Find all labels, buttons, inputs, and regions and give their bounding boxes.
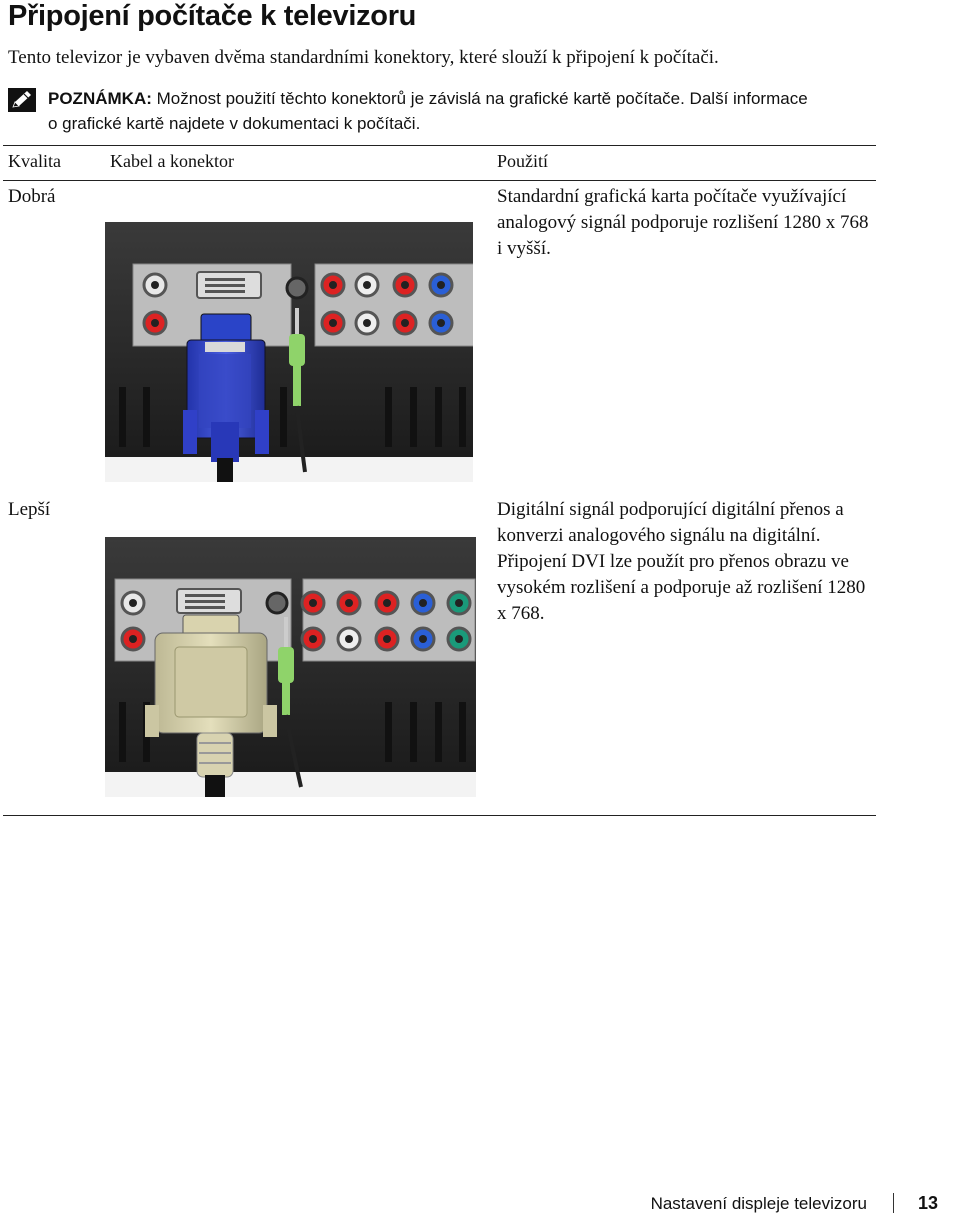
header-usage: Použití xyxy=(497,151,549,171)
row-2-usage: Digitální signál podporující digitální přenos a konverzi analogového signálu na digitální. Připojení DVI lze použít pro přenos obrazu ve vysokém rozlišení a podporuje až rozlišení 1280 x 768. xyxy=(497,499,866,624)
page-title: Připojení počítače k televizoru xyxy=(8,0,417,32)
pencil-note-icon xyxy=(8,88,36,112)
note-text-2: o grafické kartě najdete v dokumentaci k počítači. xyxy=(48,114,421,133)
dvi-cable-photo xyxy=(105,537,476,797)
footer-section-title: Nastavení displeje televizoru xyxy=(650,1194,867,1213)
footer-separator xyxy=(893,1193,894,1213)
row-2-quality: Lepší xyxy=(8,499,51,520)
note-line-1 xyxy=(48,89,808,109)
note-text-1: Možnost použití těchto konektorů je závislá na grafické kartě počítače. Další informace xyxy=(151,89,808,108)
note-label: POZNÁMKA: xyxy=(48,89,152,108)
vga-cable-photo xyxy=(105,222,473,482)
header-cable-connector: Kabel a konektor xyxy=(110,151,234,171)
header-quality: Kvalita xyxy=(8,151,61,171)
table-bottom-rule xyxy=(3,815,876,816)
page-number: 13 xyxy=(917,1193,938,1213)
table-top-rule xyxy=(3,145,876,146)
intro-paragraph: Tento televizor je vybaven dvěma standardními konektory, které slouží k připojení k počítači. xyxy=(8,47,719,68)
table-header-rule xyxy=(3,180,876,181)
page-footer xyxy=(651,1193,938,1214)
row-1-usage: Standardní grafická karta počítače využívající analogový signál podporuje rozlišení 1280 x 768 i vyšší. xyxy=(497,186,869,259)
row-1-quality: Dobrá xyxy=(8,186,56,207)
